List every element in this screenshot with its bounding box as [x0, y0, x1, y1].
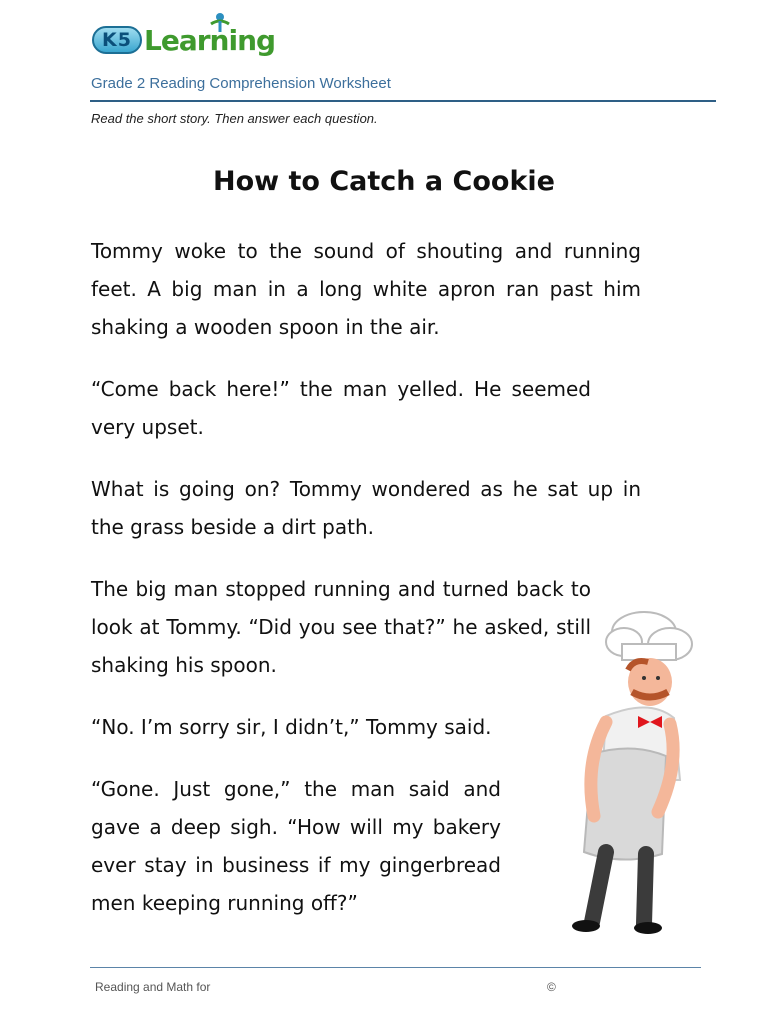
k5-learning-logo [92, 12, 276, 60]
story-paragraph: “No. I’m sorry sir, I didn’t,” Tommy said. [91, 715, 492, 739]
story-paragraph: Tommy woke to the sound of shouting and running feet. A big man in a long white apron ran past him shaking a wooden spoon in the air. [91, 239, 641, 339]
footer-text: Reading and Math for [95, 980, 211, 994]
logo-k5-text: K5 [102, 29, 132, 51]
logo-k5-badge [92, 26, 142, 54]
chef-icon [562, 604, 706, 934]
story-title: How to Catch a Cookie [213, 166, 555, 197]
story-body [91, 232, 641, 946]
worksheet-instructions: Read the short story. Then answer each question. [91, 111, 378, 126]
logo-wordmark: Learning [144, 24, 276, 57]
story-paragraph: “Gone. Just gone,” the man said and gave a deep sigh. “How will my bakery ever stay in business if my gingerbread men keeping running off?” [91, 777, 501, 915]
worksheet-subject: Grade 2 Reading Comprehension Worksheet [91, 75, 391, 92]
header-divider [90, 100, 716, 102]
story-paragraph: The big man stopped running and turned back to look at Tommy. “Did you see that?” he asked, still shaking his spoon. [91, 577, 591, 677]
story-paragraph: “Come back here!” the man yelled. He seemed very upset. [91, 377, 591, 439]
story-paragraph: What is going on? Tommy wondered as he sat up in the grass beside a dirt path. [91, 477, 641, 539]
footer-divider [90, 967, 701, 968]
footer-copyright: © [547, 980, 556, 994]
logo-figure-icon [208, 12, 232, 36]
